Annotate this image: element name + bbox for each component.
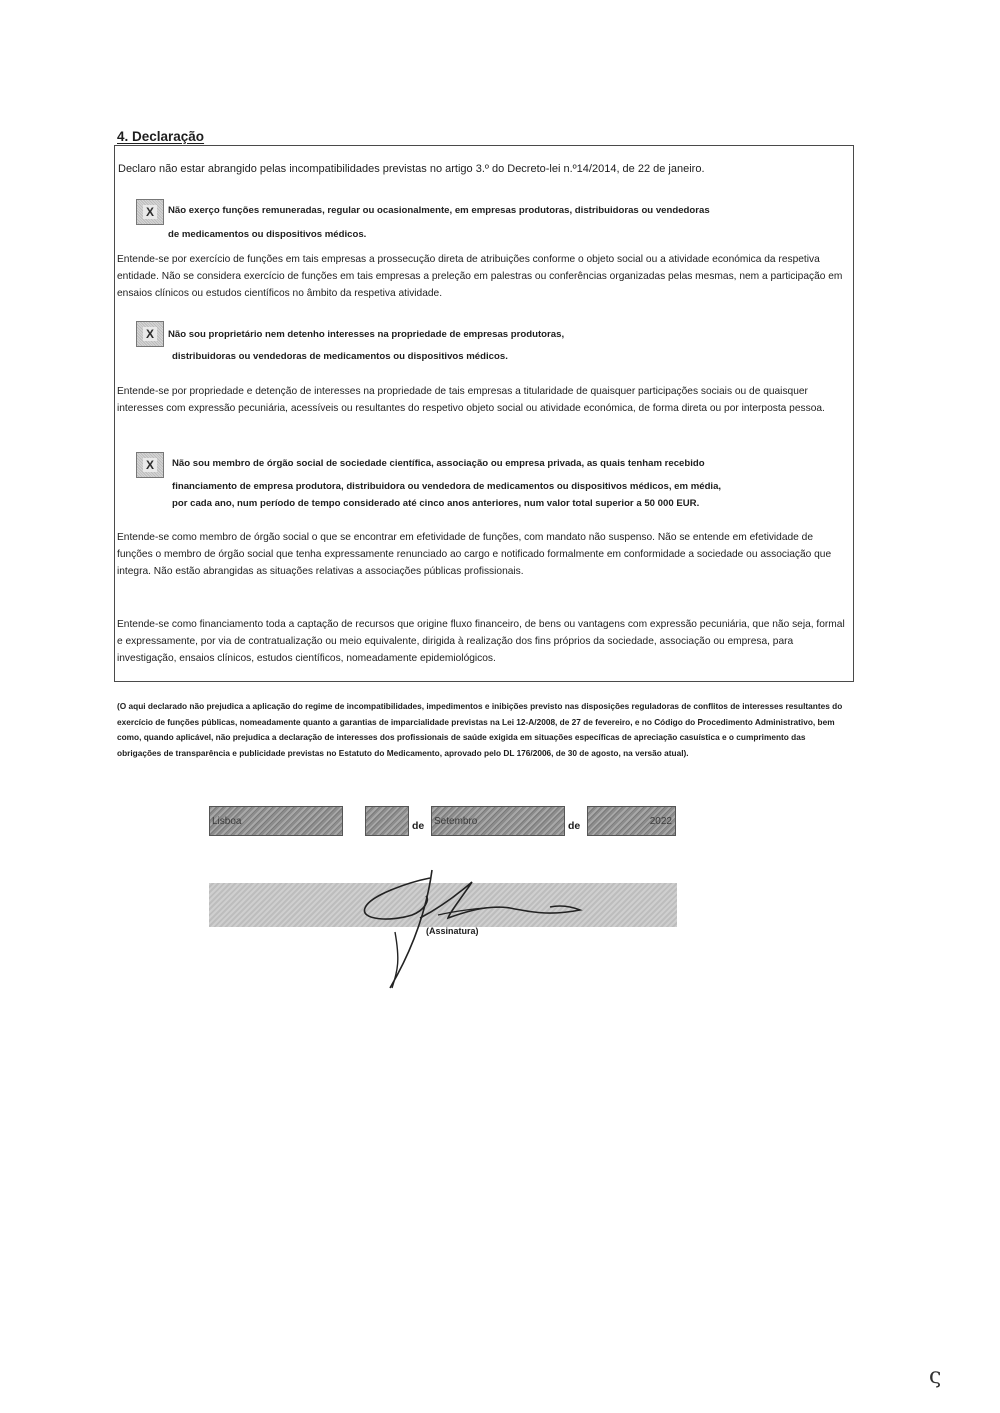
checkbox-label-line: distribuidoras ou vendedoras de medicamentos ou dispositivos médicos. — [172, 351, 508, 362]
redacted-year-field: 2022 — [587, 806, 676, 836]
date-connector: de — [568, 820, 581, 832]
checkbox-no-social-body-member[interactable] — [136, 452, 164, 478]
page-mark: ς — [929, 1364, 942, 1389]
redacted-month-field: Setembro — [431, 806, 565, 836]
checkbox-mark: X — [143, 327, 157, 341]
redacted-day-field — [365, 806, 409, 836]
signature-label: (Assinatura) — [426, 926, 479, 936]
redacted-place-field: Lisboa — [209, 806, 343, 836]
explanation-financing: Entende-se como financiamento toda a captação de recursos que origine fluxo financeiro, de bens ou vantagens com expressão pecuniária, que não seja, formal e expressamente, por via de contratualização ou meio equivalente, dirigida à realização dos fins próprios da sociedade, associação ou empresa, para investigação, ensaios clínicos, estudos científicos, nomeadamente epidemiológicos. — [117, 619, 845, 664]
explanation-ownership: Entende-se por propriedade e detenção de interesses na propriedade de tais empresas a titularidade de quaisquer participações sociais ou de quaisquer interesses com expressão pecuniária, acessíveis ou resultantes do respetivo objeto social ou atividade económica, de forma direta ou por interposta pessoa. — [117, 386, 825, 414]
legal-note: (O aqui declarado não prejudica a aplicação do regime de incompatibilidades, impedimentos e inibições previsto nas disposições reguladoras de conflitos de interesses resultantes do exercício de funções públicas, nomeadamente quanto a garantias de imparcialidade previstas na Lei 12-A/2008, de 27 de fevereiro, e no Código do Procedimento Administrativo, bem como, quando aplicável, não prejudica a declaração de interesses dos profissionais de saúde exigida em situações específicas de apreciação casuística e o cumprimento das obrigações de transparência e publicidade previstas no Estatuto do Medicamento, aprovado pelo DL 176/2006, de 30 de agosto, na versão atual). — [117, 701, 843, 758]
checkbox-no-ownership[interactable] — [136, 321, 164, 347]
section-title: 4. Declaração — [117, 129, 205, 144]
checkbox-mark: X — [143, 205, 157, 219]
checkbox-no-remunerated-functions[interactable] — [136, 199, 164, 225]
checkbox-label-line: Não sou membro de órgão social de sociedade científica, associação ou empresa privada, as quais tenham recebido — [172, 458, 705, 469]
checkbox-mark: X — [143, 458, 157, 472]
checkbox-label-line: Não exerço funções remuneradas, regular ou ocasionalmente, em empresas produtoras, distribuidoras ou vendedoras — [168, 205, 710, 216]
checkbox-label-line: por cada ano, num período de tempo considerado até cinco anos anteriores, num valor total superior a 50 000 EUR. — [172, 498, 700, 509]
declaration-intro: Declaro não estar abrangido pelas incompatibilidades previstas no artigo 3.º do Decreto-lei n.º14/2014, de 22 de janeiro. — [118, 163, 705, 175]
checkbox-label-line: Não sou proprietário nem detenho interesses na propriedade de empresas produtoras, — [168, 329, 565, 340]
explanation-functions: Entende-se por exercício de funções em tais empresas a prossecução direta de atribuições conforme o objeto social ou a atividade económica da respetiva entidade. Não se considera exercício de funções em tais empresas a preleção em palestras ou conferências organizadas pelas mesmas, nem a participação em ensaios clínicos ou estudos científicos no âmbito da respetiva atividade. — [117, 254, 843, 299]
date-connector: de — [412, 820, 425, 832]
checkbox-label-line: financiamento de empresa produtora, distribuidora ou vendedora de medicamentos ou dispositivos médicos, em média, — [172, 481, 722, 492]
explanation-social-body: Entende-se como membro de órgão social o que se encontrar em efetividade de funções, com mandato não suspenso. Não se entende em efetividade de funções o membro de órgão social que tenha expressamente renunciado ao cargo e notificado formalmente em conformidade a sociedade ou associação que integra. Não estão abrangidas as situações relativas a associações públicas profissionais. — [117, 532, 832, 577]
checkbox-label-line: de medicamentos ou dispositivos médicos. — [168, 229, 367, 240]
